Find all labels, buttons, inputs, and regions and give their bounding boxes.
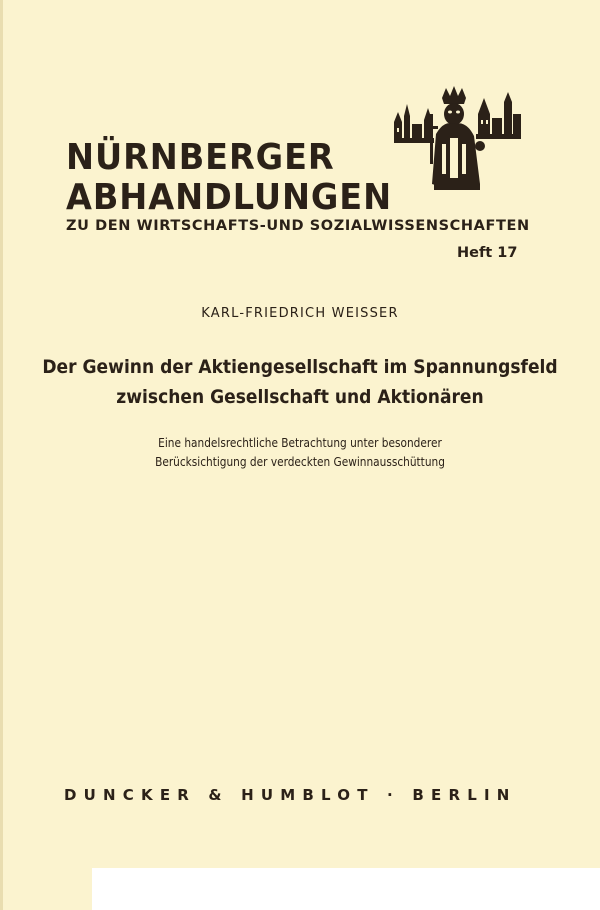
author-name: KARL-FRIEDRICH WEISSER bbox=[201, 306, 399, 321]
book-subtitle bbox=[0, 434, 600, 472]
scan-margin bbox=[92, 868, 600, 910]
book-title-line-2: zwischen Gesellschaft und Aktionären bbox=[116, 386, 484, 408]
book-subtitle-line-1: Eine handelsrechtliche Betrachtung unter besonderer bbox=[158, 436, 442, 450]
series-subtitle: ZU DEN WIRTSCHAFTS-UND SOZIALWISSENSCHAFTEN bbox=[66, 218, 530, 234]
book-title bbox=[0, 352, 600, 412]
series-title-line-2: ABHANDLUNGEN bbox=[66, 177, 393, 218]
series-title bbox=[66, 138, 392, 218]
issue-number: Heft 17 bbox=[457, 245, 518, 261]
series-title-line-1: NÜRNBERGER bbox=[66, 137, 335, 178]
nuremberg-city-emblem-icon bbox=[392, 84, 522, 196]
publisher-imprint: DUNCKER & HUMBLOT · BERLIN bbox=[64, 786, 517, 804]
book-title-line-1: Der Gewinn der Aktiengesellschaft im Spannungsfeld bbox=[42, 356, 558, 378]
book-subtitle-line-2: Berücksichtigung der verdeckten Gewinnausschüttung bbox=[155, 455, 445, 469]
